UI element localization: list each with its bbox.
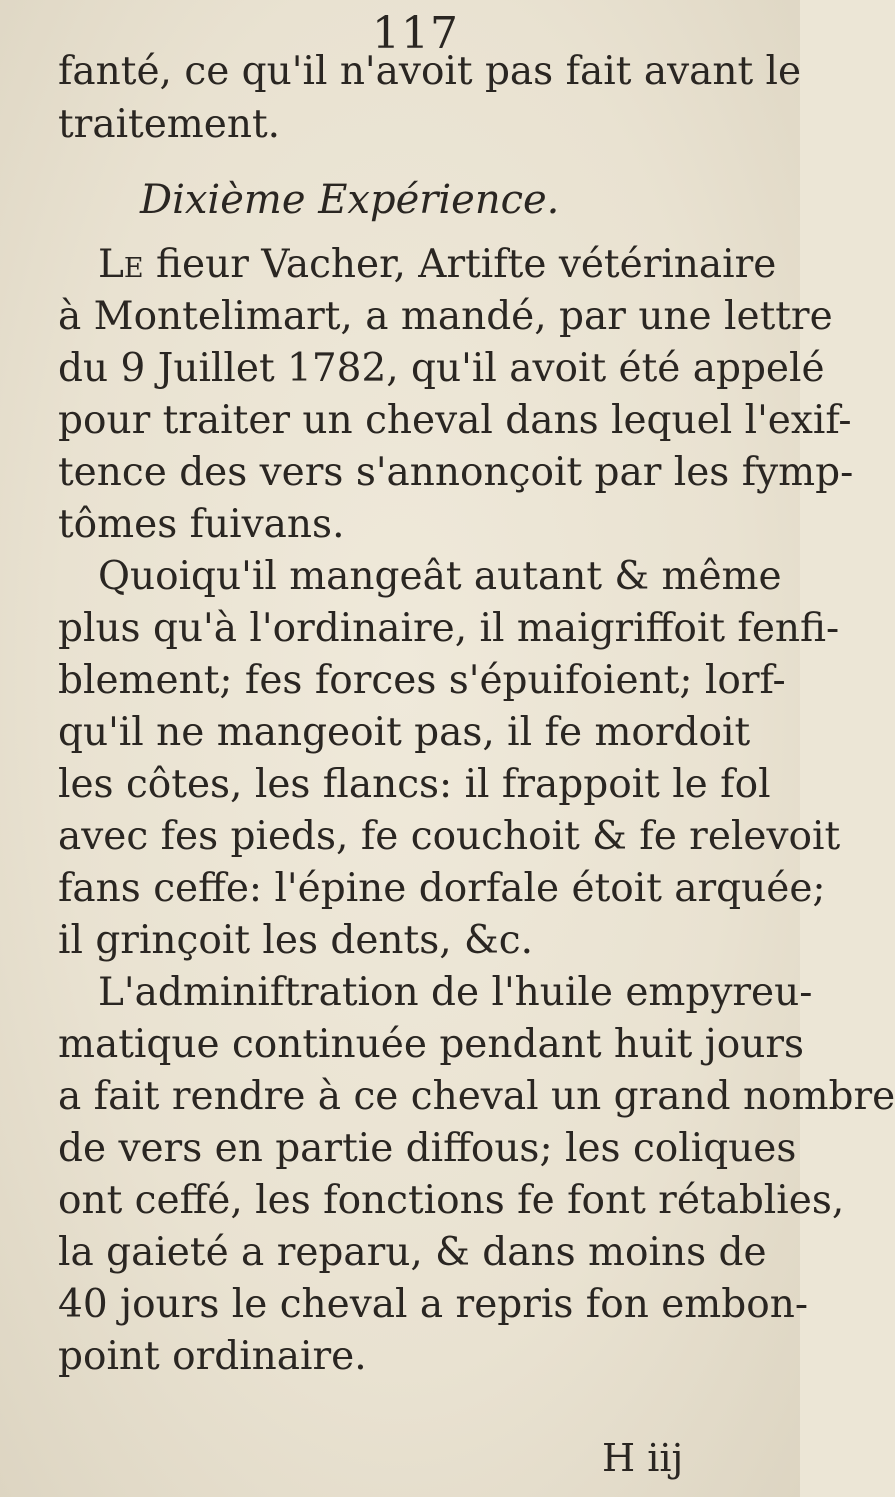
page-number: 117 [372, 8, 459, 59]
text-line: tence des vers s'annonçoit par les fymp- [58, 450, 854, 495]
text-line: a fait rendre à ce cheval un grand nombre [58, 1074, 895, 1119]
text-line: plus qu'à l'ordinaire, il maigriffoit fenfi- [58, 606, 840, 651]
text-line: il grinçoit les dents, &c. [58, 918, 533, 963]
text-line: matique continuée pendant huit jours [58, 1022, 805, 1067]
text-line: L'adminiftration de l'huile empyreu- [98, 970, 813, 1015]
text-line: Quoiqu'il mangeât autant & même [98, 554, 782, 599]
text-line: à Montelimart, a mandé, par une lettre [58, 294, 833, 339]
text-line: traitement. [58, 102, 281, 147]
text-line: fans ceffe: l'épine dorfale étoit arquée; [58, 866, 826, 911]
text-line: blement; fes forces s'épuifoient; lorf- [58, 658, 786, 703]
text-line: point ordinaire. [58, 1334, 367, 1379]
text-line: les côtes, les flancs: il frappoit le fol [58, 762, 771, 807]
paragraph-first-line [98, 239, 777, 291]
text-line: tômes fuivans. [58, 502, 345, 547]
text-line: qu'il ne mangeoit pas, il fe mordoit [58, 710, 751, 755]
drop-word: Le [98, 242, 144, 287]
text-line: pour traiter un cheval dans lequel l'exif- [58, 398, 852, 443]
text-line: du 9 Juillet 1782, qu'il avoit été appelé [58, 346, 825, 391]
text-line: de vers en partie diffous; les coliques [58, 1126, 797, 1171]
text-line-rest: fieur Vacher, Artifte vétérinaire [143, 242, 777, 287]
section-heading: Dixième Expérience. [140, 177, 560, 223]
text-line: 40 jours le cheval a repris fon embon- [58, 1282, 809, 1327]
text-line: avec fes pieds, fe couchoit & fe relevoit [58, 814, 841, 859]
text-line: fanté, ce qu'il n'avoit pas fait avant le [58, 49, 802, 94]
text-line: ont ceffé, les fonctions fe font rétablies, [58, 1178, 845, 1223]
text-line: la gaieté a reparu, & dans moins de [58, 1230, 767, 1275]
signature-mark: H iij [602, 1436, 684, 1480]
